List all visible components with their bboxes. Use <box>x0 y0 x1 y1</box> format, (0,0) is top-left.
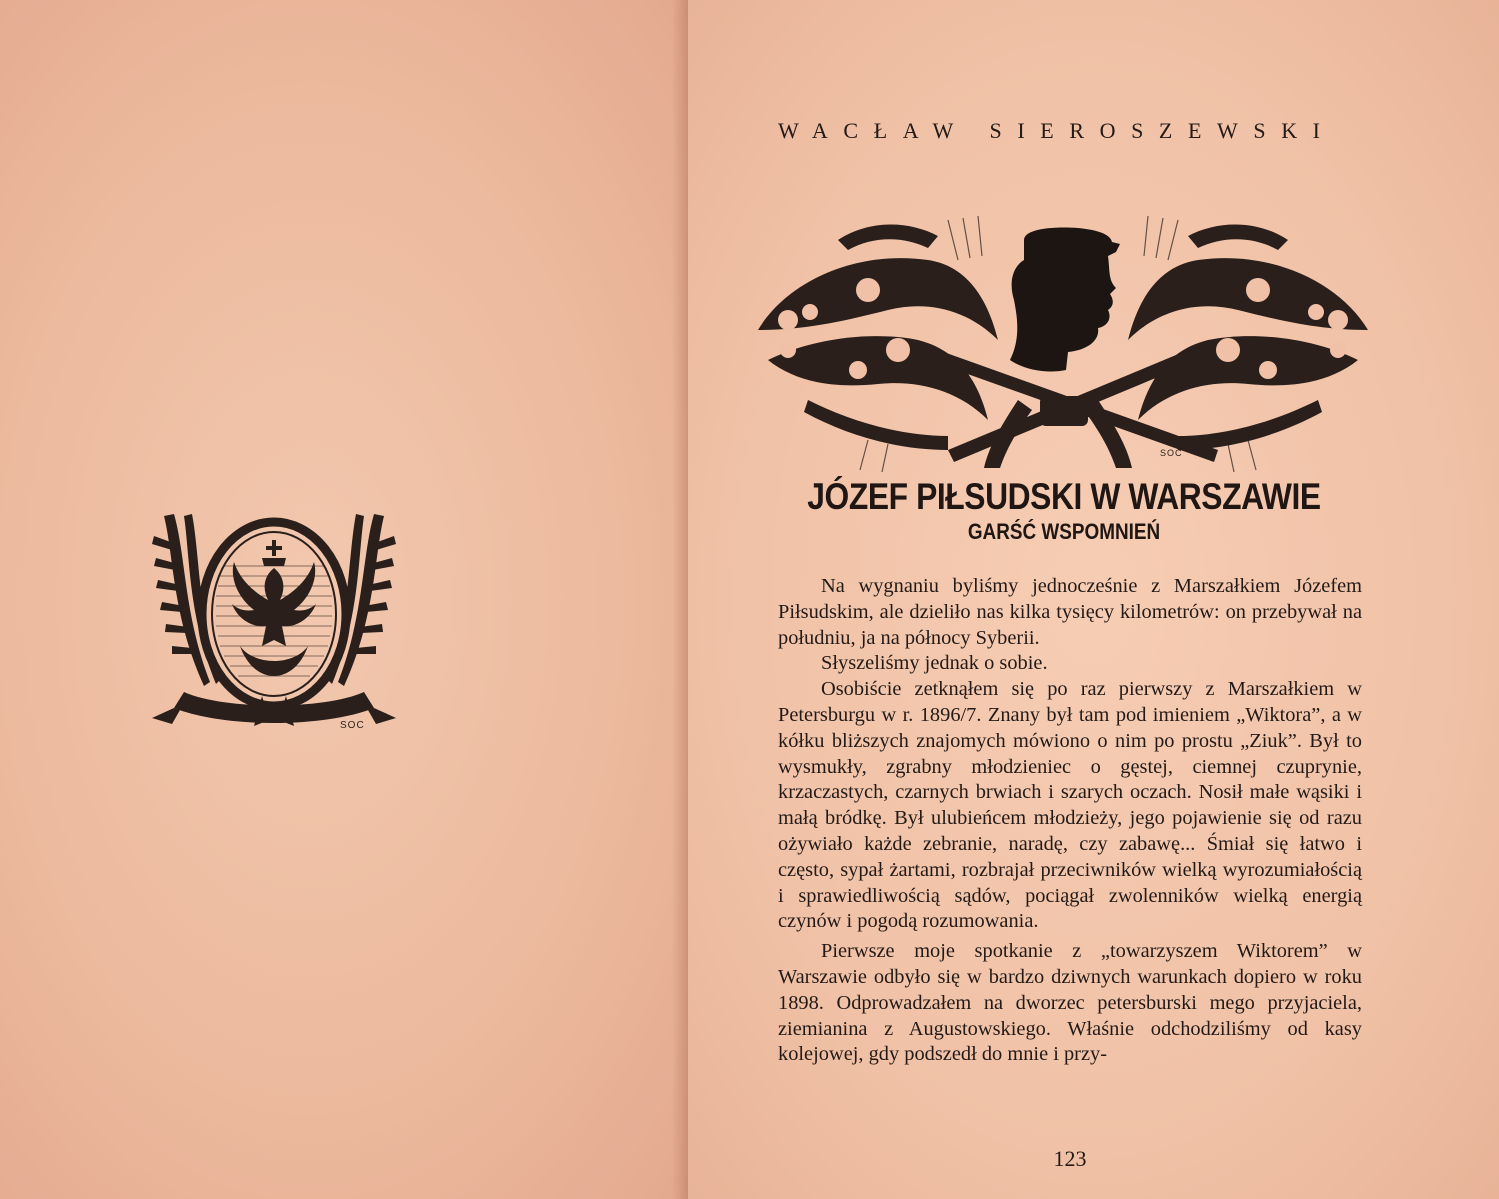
left-page <box>0 0 688 1199</box>
author-running-head: WACŁAW SIEROSZEWSKI <box>778 118 1336 143</box>
polish-eagle-emblem-icon <box>144 496 404 741</box>
paragraph: Pierwsze moje spotkanie z „towarzyszem Wiktorem” w Warszawie odbyło się w bardzo dziwnych warunkach dopiero w roku 1898. Odprowadzałem na dworzec petersburski mego przyjaciela, ziemianina z Augustowskiego. Właśnie odchodziliśmy od kasy kolejowej, gdy podszedł do mnie i przy- <box>778 940 1362 1066</box>
pilsudski-silhouette-vignette-icon <box>748 200 1378 475</box>
paragraph: Na wygnaniu byliśmy jednocześnie z Marszałkiem Józefem Piłsudskim, ale dzieliło nas kilka tysięcy kilometrów: on przebywał na południu, ja na północy Syberii. <box>778 575 1362 649</box>
paragraph: Osobiście zetknąłem się po raz pierwszy z Marszałkiem w Petersburgu w r. 1896/7. Znany był tam pod imieniem „Wiktora”, a w kółku bliższych znajomych mówiono o nim po prostu „Ziuk”. Był to wysmukły, zgrabny młodzieniec o gęstej, ciemnej czuprynie, krzaczastych, czarnych brwiach i szarych oczach. Nosił małe wąsiki i małą bródkę. Był ulubieńcem młodzieży, jego pojawienie się od razu ożywiało każde zebranie, naradę, czy zabawę... Śmiał się łatwo i często, sypał żartami, rozbrajał przeciwników wielką wyrozumiałością i sprawiedliwością sądów, pociągał zwolenników wielką energią czynów i pogodą rozumowania. <box>778 678 1362 933</box>
chapter-title: JÓZEF PIŁSUDSKI W WARSZAWIE <box>807 476 1321 517</box>
vignette-signature: SOC <box>1160 448 1183 458</box>
chapter-subtitle: GARŚĆ WSPOMNIEŃ <box>967 519 1161 544</box>
chapter-body <box>778 574 1362 1068</box>
page-number: 123 <box>1053 1146 1087 1171</box>
emblem-signature: SOC <box>340 720 365 731</box>
paragraph: Słyszeliśmy jednak o sobie. <box>821 652 1048 675</box>
